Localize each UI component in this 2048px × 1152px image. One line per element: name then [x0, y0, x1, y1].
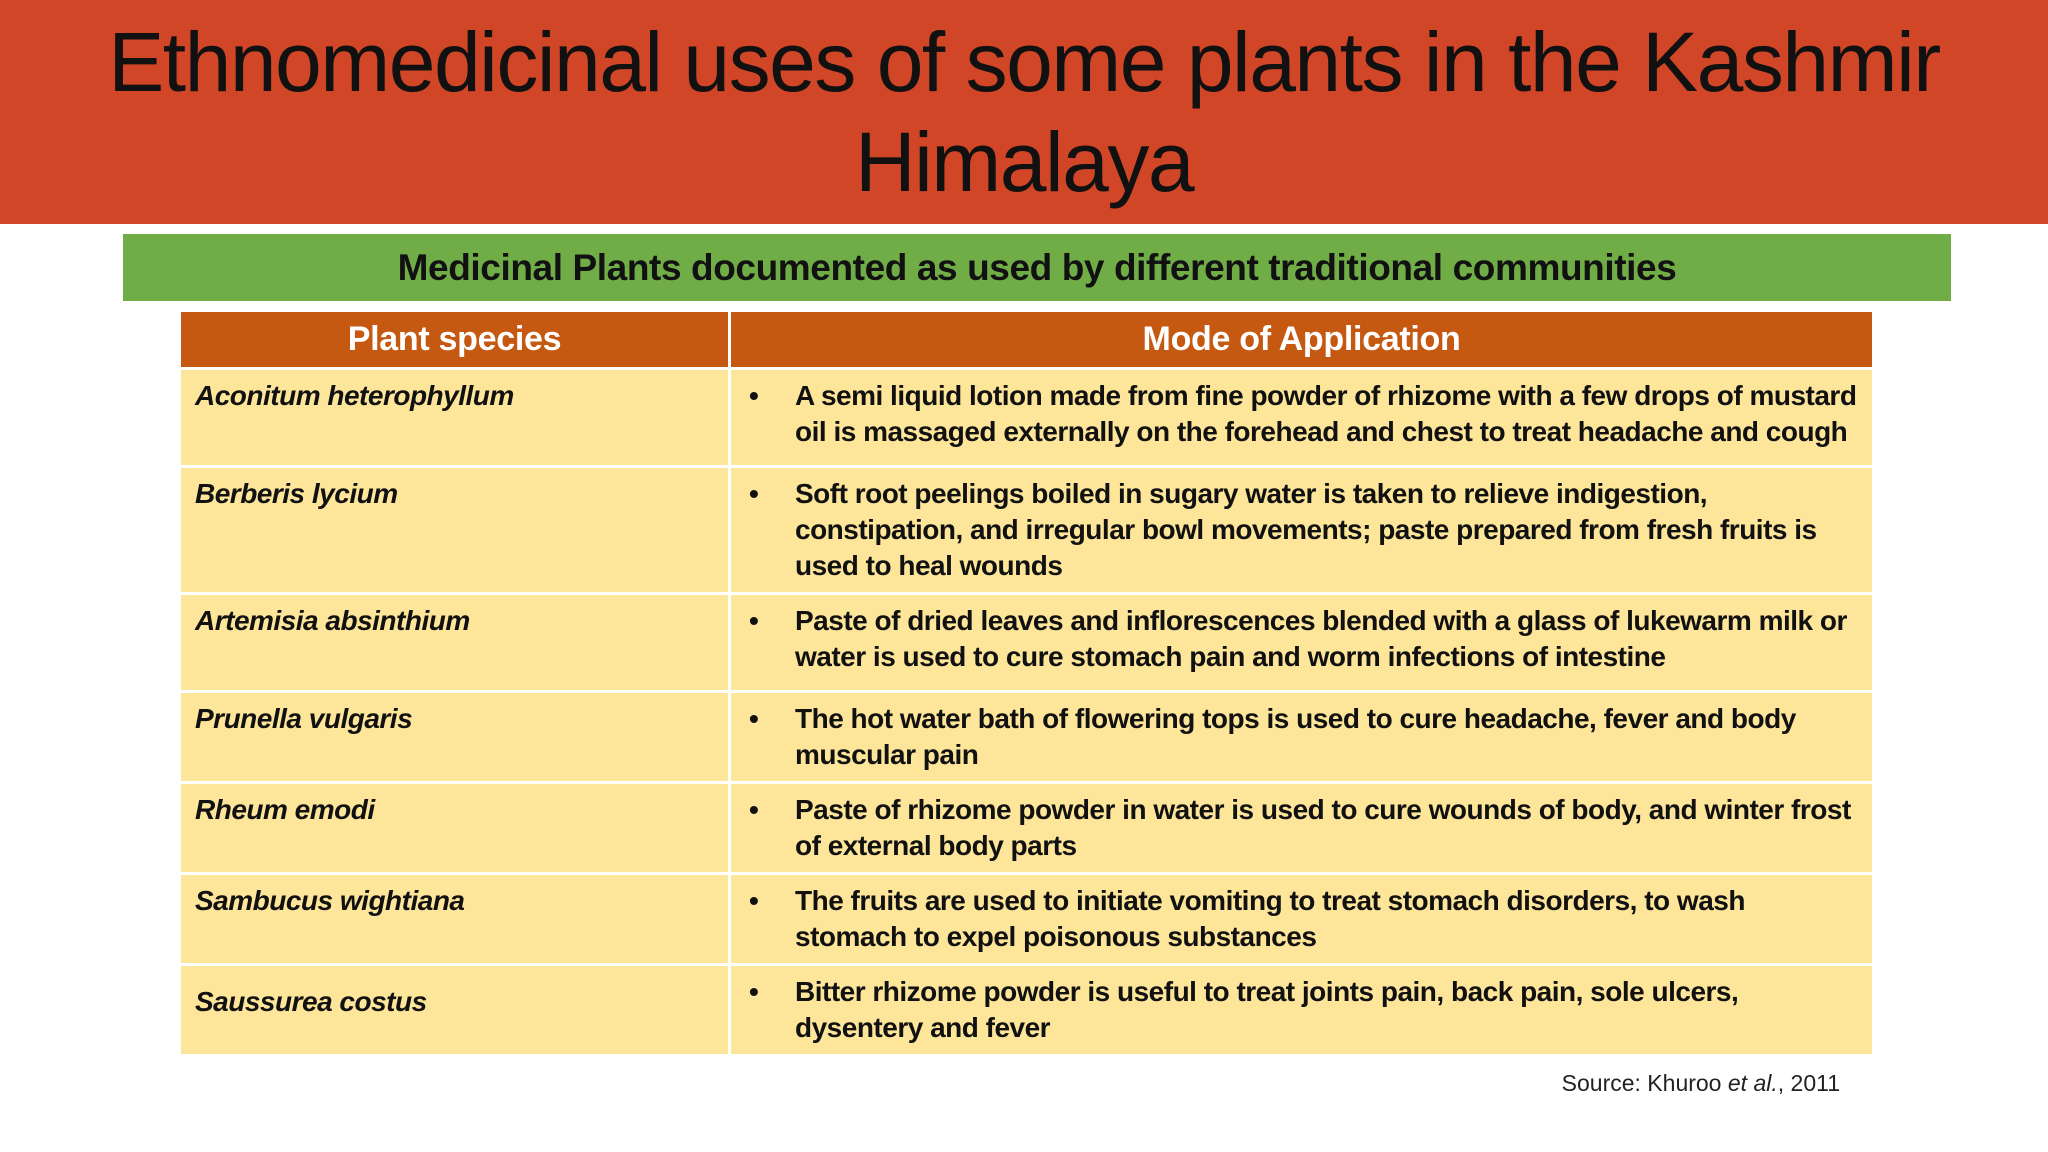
bullet: • [749, 703, 759, 734]
bullet: • [749, 976, 759, 1007]
table-row [180, 783, 1874, 874]
bullet: • [749, 478, 759, 509]
header-mode-of-application: Mode of Application [730, 311, 1874, 369]
table-row [180, 594, 1874, 692]
table-row [180, 965, 1874, 1056]
mode-text: Paste of rhizome powder in water is used to cure wounds of body, and winter frost of external body parts [795, 794, 1851, 861]
bullet: • [749, 794, 759, 825]
mode-cell [730, 692, 1874, 783]
source-suffix: , 2011 [1777, 1070, 1840, 1096]
mode-text: The fruits are used to initiate vomiting to treat stomach disorders, to wash stomach to expel poisonous substances [795, 885, 1745, 952]
species-cell: Prunella vulgaris [180, 692, 730, 783]
table-caption: Medicinal Plants documented as used by different traditional communities [397, 246, 1677, 288]
species-cell: Berberis lycium [180, 467, 730, 594]
source-etal: et al. [1727, 1070, 1778, 1096]
mode-text: A semi liquid lotion made from fine powder of rhizome with a few drops of mustard oil is massaged externally on the forehead and chest to treat headache and cough [795, 380, 1857, 447]
mode-cell [730, 594, 1874, 692]
mode-cell [730, 783, 1874, 874]
species-cell: Rheum emodi [180, 783, 730, 874]
mode-text: Soft root peelings boiled in sugary water is taken to relieve indigestion, constipation, and irregular bowl movements; paste prepared from fresh fruits is used to heal wounds [795, 478, 1817, 581]
mode-text: Paste of dried leaves and inflorescences blended with a glass of lukewarm milk or water is used to cure stomach pain and worm infections of intestine [795, 605, 1847, 672]
table-header-row [180, 311, 1874, 369]
species-cell: Artemisia absinthium [180, 594, 730, 692]
species-cell: Saussurea costus [180, 965, 730, 1056]
species-cell: Sambucus wightiana [180, 874, 730, 965]
mode-text: The hot water bath of flowering tops is used to cure headache, fever and body muscular pain [795, 703, 1796, 770]
source-prefix: Source: Khuroo [1561, 1070, 1728, 1096]
mode-cell [730, 369, 1874, 467]
table-row [180, 369, 1874, 467]
source-citation [1562, 1070, 1840, 1097]
table-row [180, 467, 1874, 594]
mode-cell [730, 965, 1874, 1056]
bullet: • [749, 605, 759, 636]
mode-text: Bitter rhizome powder is useful to treat joints pain, back pain, sole ulcers, dysentery and fever [795, 976, 1739, 1043]
table-row [180, 692, 1874, 783]
header-plant-species: Plant species [180, 311, 730, 369]
subtitle-band [123, 234, 1951, 301]
bullet: • [749, 380, 759, 411]
mode-cell [730, 467, 1874, 594]
title-band [0, 0, 2048, 224]
plants-table [178, 309, 1875, 1057]
slide-title: Ethnomedicinal uses of some plants in the Kashmir Himalaya [108, 15, 1940, 209]
species-cell: Aconitum heterophyllum [180, 369, 730, 467]
mode-cell [730, 874, 1874, 965]
bullet: • [749, 885, 759, 916]
table-row [180, 874, 1874, 965]
